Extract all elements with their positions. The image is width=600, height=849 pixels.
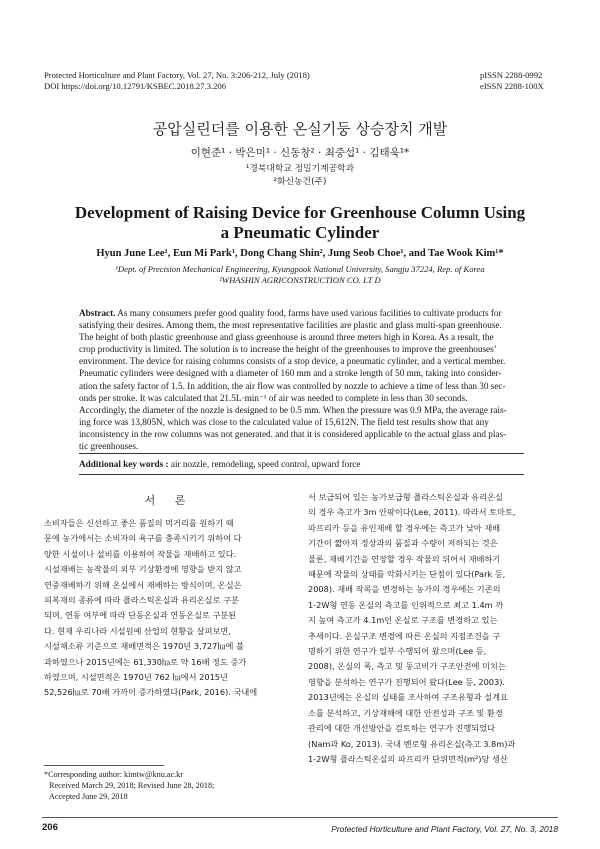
body-line: 지 높여 측고가 4.1m인 온실로 구조를 변경하고 있는: [308, 615, 498, 626]
abstract-line: inconsistency in the row columns was not generated. and that it is considered applicable to the actual glass and plas-: [79, 428, 507, 439]
body-line: 소비자들은 신선하고 좋은 품질의 먹거리를 원하기 때: [44, 518, 234, 528]
abstract-line: environment. The device for raising columns consists of a stop device, a pneumatic cylinder, and a vertical member.: [79, 356, 506, 367]
journal-citation: Protected Horticulture and Plant Factory, Vol. 27, No. 3:206-212, July (2018): [44, 70, 310, 80]
body-line: 2013년에는 온실의 실태를 조사하여 구조유형과 설계요: [308, 692, 508, 703]
english-title-line-2: a Pneumatic Cylinder: [220, 223, 380, 242]
right-column: [308, 490, 558, 767]
page-number: 206: [42, 822, 58, 833]
abstract-label: Abstract.: [79, 308, 116, 318]
abstract-line: Accordingly, the diameter of the nozzle is designed to be 0.5 mm. When the pressure was 0.9 MPa, the average rais-: [79, 404, 507, 415]
abstract-line: ation the safety factor of 1.5. In addition, the air flow was controlled by nozzle to achieve a time of less than 30 sec-: [79, 380, 506, 391]
english-affiliation-1: ¹Dept. of Precision Mechanical Engineering, Kyungpook National University, Sangju 37224, Rep. of Korea: [115, 264, 485, 274]
body-line: 2008), 온실의 폭, 측고 및 동고비가 구조안전에 미치는: [308, 661, 506, 672]
body-line: 다. 현재 우리나라 시설원예 산업의 현황을 살펴보면,: [44, 625, 231, 636]
english-title: [0, 203, 600, 243]
english-authors: Hyun June Lee¹, Eun Mi Park¹, Dong Chang Shin², Jung Seob Choe¹, and Tae Wook Kim¹*: [96, 248, 504, 259]
korean-title: 공압실린더를 이용한 온실기둥 상승장치 개발: [152, 120, 448, 138]
body-line: 기간이 짧아져 정상과의 품질과 수량이 저하되는 것은: [308, 538, 498, 549]
body-line: 과하였으나 2015년에는 61,330㏊로 약 16배 정도 증가: [44, 656, 247, 667]
body-line: 하였으며, 시설면적은 1970년 762 ㏊에서 2015년: [44, 672, 228, 683]
keywords-top-rule: [79, 453, 524, 454]
keywords: [79, 459, 360, 469]
body-line: 때문에 작물의 상태를 악화시키는 단점이 있다(Park 등,: [308, 569, 506, 580]
body-line: 소를 분석하고, 기상재해에 대한 안전성과 구조 및 환경: [308, 707, 503, 718]
korean-affiliation-2: ²화신농건(주): [273, 177, 327, 187]
korean-authors: 이현준¹ · 박은미¹ · 신동창² · 최중섭¹ · 김태욱¹*: [190, 147, 410, 159]
body-line: 1-2W형 플라스틱온실의 파프리카 단위면적(m²)당 생산: [308, 753, 508, 764]
footer-journal-ref: Protected Horticulture and Plant Factory, Vol. 27, No. 3, 2018: [331, 824, 558, 834]
body-line: 영향을 분석하는 연구가 진행되어 왔다(Lee 등, 2003).: [308, 676, 505, 687]
abstract-line: crop productivity is limited. The solution is to increase the height of the greenhouses to improve the greenhouses’: [79, 344, 497, 355]
body-line: 서 보급되어 있는 농가보급형 플라스틱온실과 유리온실: [308, 492, 503, 502]
pissn: pISSN 2288-0992: [480, 70, 543, 80]
body-line: 2008). 재배 작목을 변경하는 농가의 경우에는 기존의: [308, 584, 501, 595]
body-line: 피복재의 종류에 따라 플라스틱온실과 유리온실로 구분: [44, 595, 239, 606]
body-line: 52,526㏊로 70배 가까이 증가하였다(Park, 2016). 국내에: [44, 687, 258, 698]
english-affiliation-2: ²WHASHIN AGRICONSTRUCTION CO. LT D: [219, 275, 381, 285]
korean-affiliation-1: ¹경북대학교 정밀기계공학과: [245, 164, 355, 174]
keywords-label: Additional key words :: [79, 459, 169, 469]
body-line: 추세이다. 온실구조 변경에 따른 온실의 지점조건을 구: [308, 630, 501, 641]
body-line: 문에 농가에서는 소비자의 욕구를 충족시키기 위하여 다: [44, 533, 242, 544]
body-line: 명하기 위한 연구가 일부 수행되어 왔으며(Lee 등,: [308, 646, 487, 657]
body-line: (Nam과 Ko, 2013). 국내 벤로형 유리온실(측고 3.8m)과: [308, 738, 516, 749]
body-line: 의 경우 측고가 3m 안팎이다(Lee, 2011). 따라서 토마토,: [308, 507, 516, 518]
abstract-line: satisfying their desires. Among them, the most representative facilities are plastic and glass multi-span greenhouse.: [79, 320, 502, 331]
abstract-line: ing force was 13,805N, which was close to the calculated value of 15,612N. The field test results show that any: [79, 416, 489, 427]
body-line: 파프리카 등을 유인재배 할 경우에는 측고가 낮아 재배: [308, 522, 501, 533]
body-line: 시설채소류 기준으로 재배면적은 1970년 3,727㏊에 불: [44, 641, 244, 652]
abstract-line: The height of both plastic greenhouse and glass greenhouse is around three meters high in Korea. As a result, the: [79, 332, 494, 343]
doi-link[interactable]: DOI https://doi.org/10.12791/KSBEC.2018.27.3.206: [44, 81, 226, 91]
accepted-date: Accepted June 29, 2018: [49, 792, 128, 802]
body-line: 관리에 대한 개선방안을 검토하는 연구가 진행되었다: [308, 723, 496, 734]
english-title-line-1: Development of Raising Device for Greenhouse Column Using: [74, 203, 526, 222]
corresponding-author: *Corresponding author: kimtw@knu.ac.kr: [44, 770, 183, 779]
body-line: 연중재배하기 위해 온실에서 재배하는 방식이며, 온실은: [44, 579, 242, 590]
abstract: [79, 307, 524, 452]
footnote: [44, 769, 214, 803]
footer-rule: [42, 817, 558, 818]
keywords-bottom-rule: [79, 474, 524, 475]
abstract-line: Abstract. As many consumers prefer good quality food, farms have used various facilities to cultivate products for: [79, 308, 502, 318]
body-line: 1-2W형 연동 온실의 측고를 인위적으로 최고 1.4m 까: [308, 599, 504, 610]
body-line: 물론, 재배기간을 연장할 경우 작물의 뒤어서 재배하기: [308, 553, 501, 564]
eissn: eISSN 2288-100X: [480, 81, 544, 91]
abstract-line: tic greenhouses.: [79, 441, 139, 452]
body-line: 되며, 연동 여부에 따라 단동온실과 연동온실로 구분된: [44, 610, 237, 621]
abstract-line: onds per stroke. It was calculated that 21.5L·min⁻¹ of air was needed to complete in less than 30 seconds.: [79, 392, 468, 403]
section-title-introduction: 서 론: [144, 494, 194, 507]
received-date: Received March 29, 2018; Revised June 28, 2018;: [49, 781, 215, 791]
body-line: 시설재배는 농작물의 외부 기상환경에 영향을 받지 않고: [44, 564, 242, 575]
left-column: [44, 516, 294, 701]
footnote-rule: [44, 765, 164, 766]
keywords-text: air nozzle, remodeling, speed control, upward force: [168, 459, 361, 469]
body-line: 양한 시설이나 설비를 이용하여 작물을 재배하고 있다.: [44, 548, 237, 559]
abstract-line: Pneumatic cylinders were designed with a diameter of 160 mm and a stroke length of 50 mm, taking into consider-: [79, 368, 502, 379]
